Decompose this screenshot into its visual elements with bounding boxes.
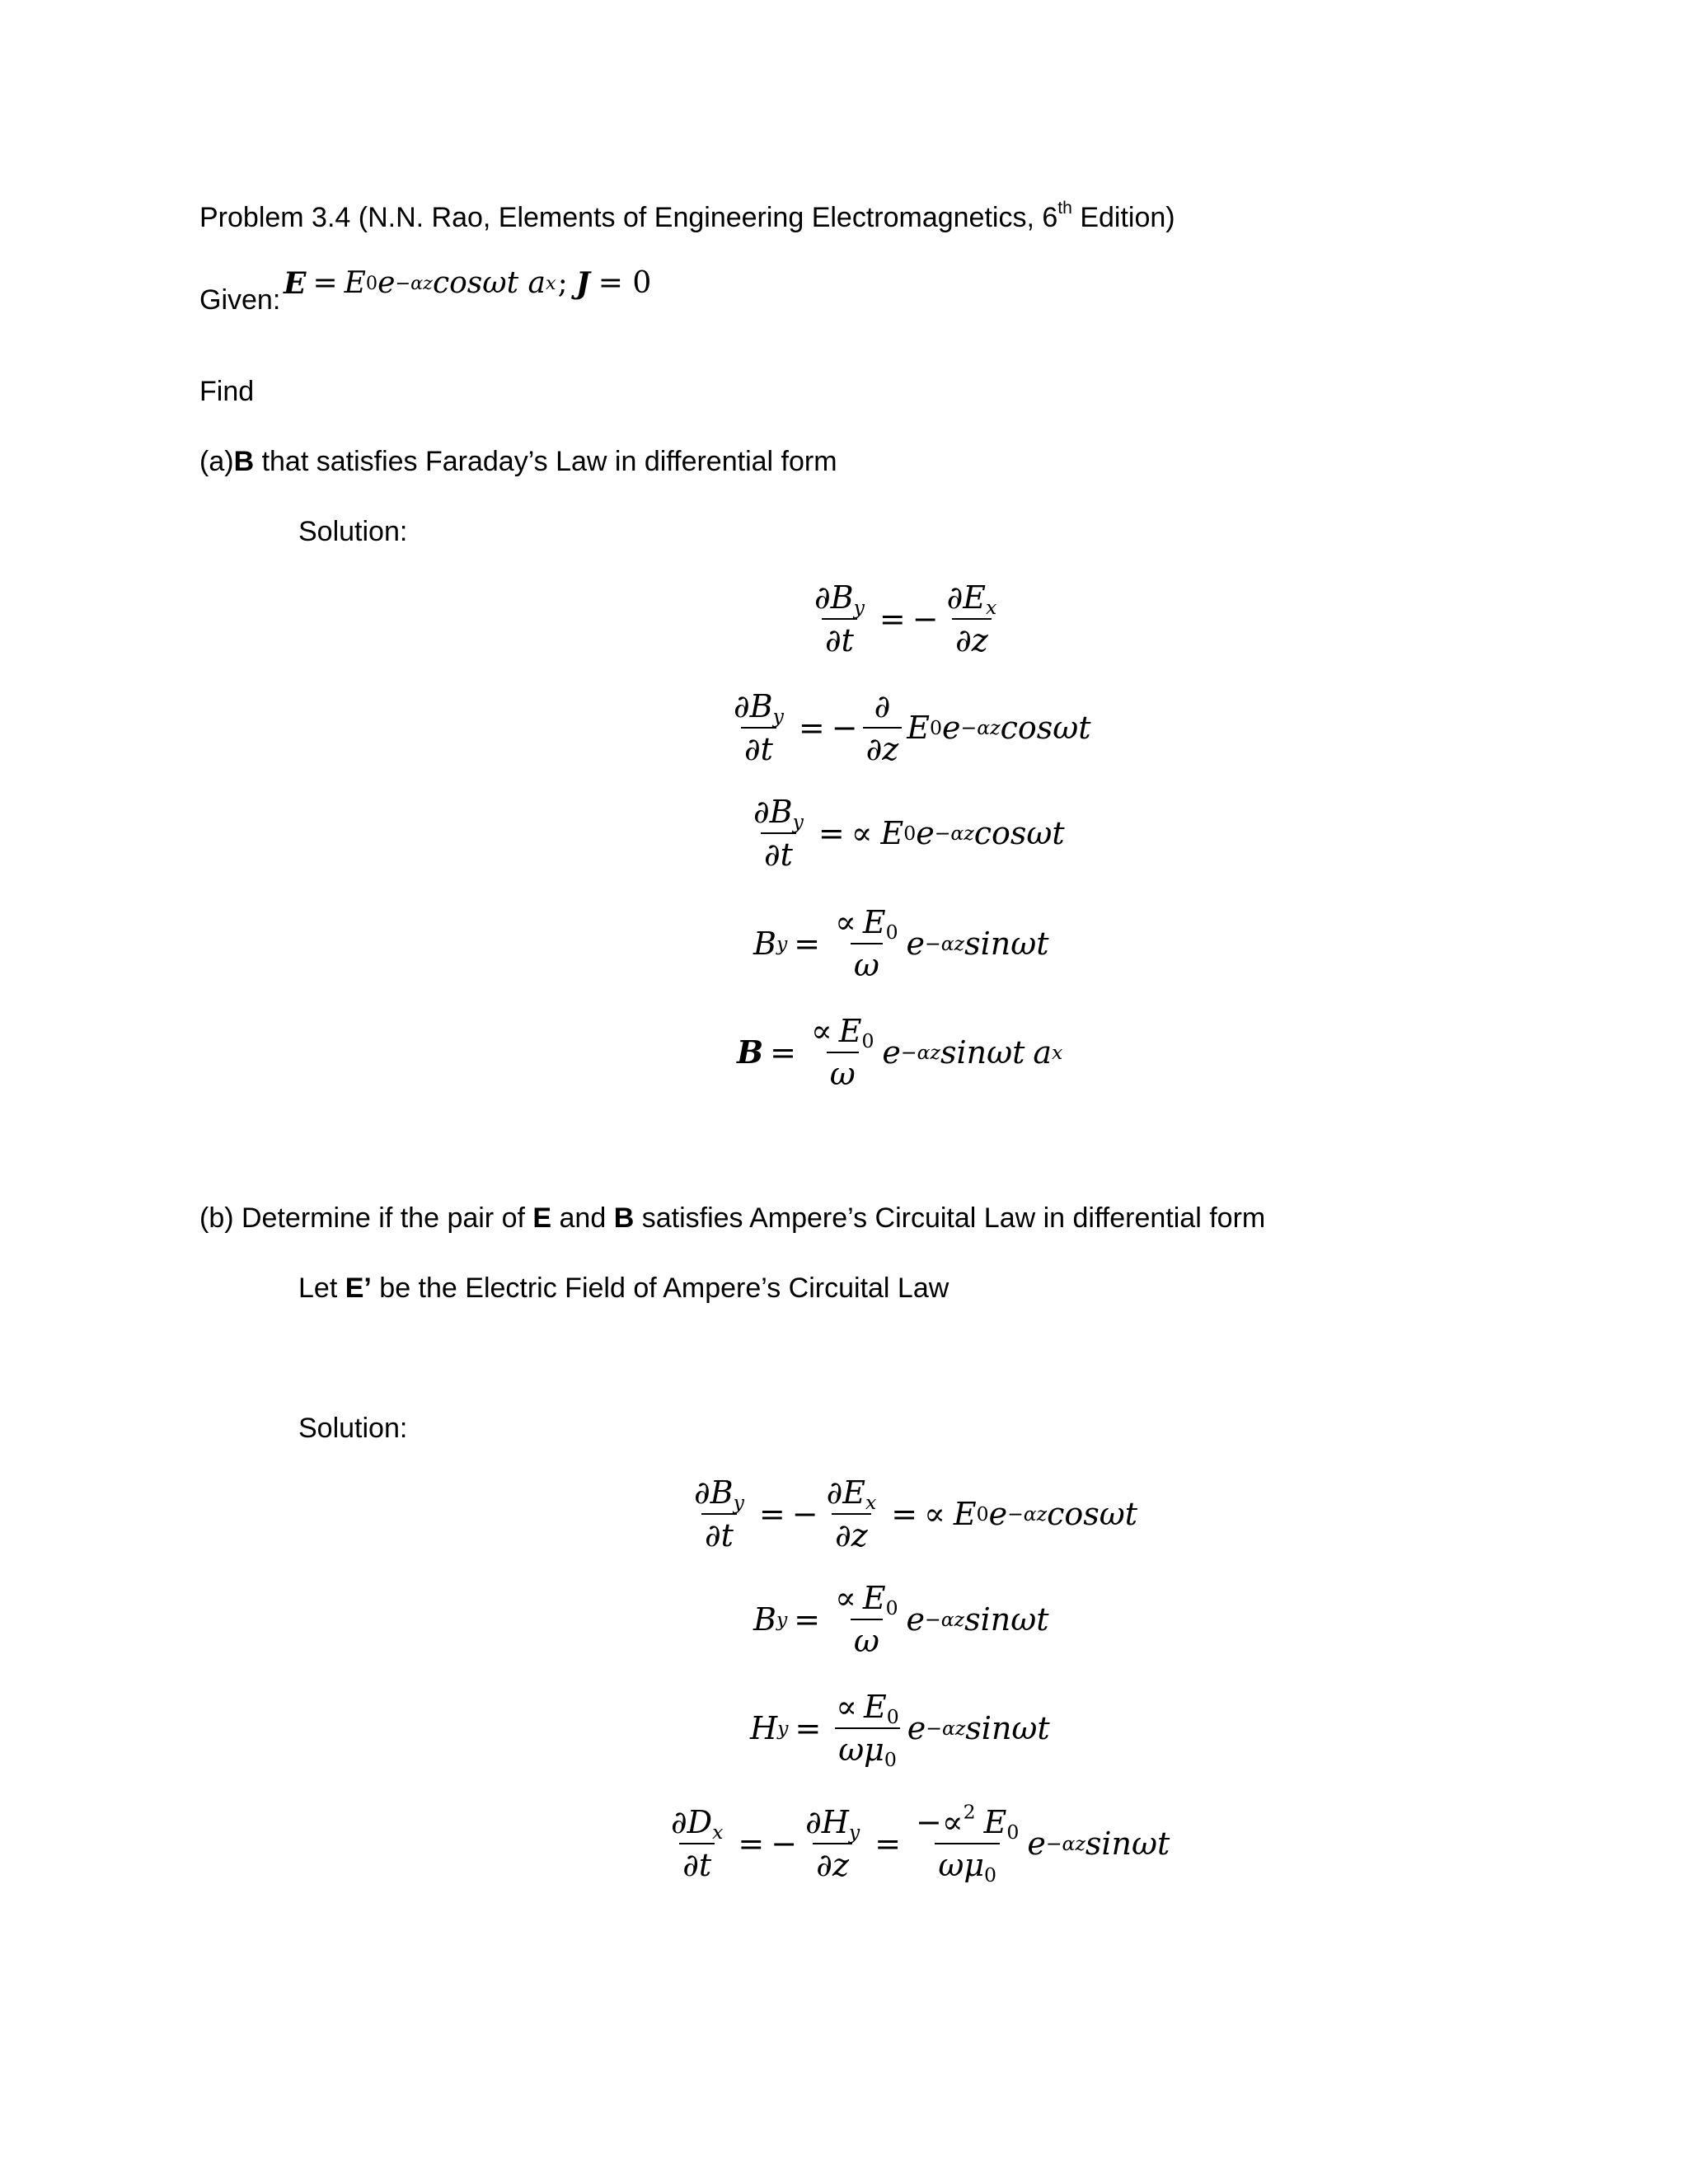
symbol-B: B [753, 926, 776, 962]
part-b-text-3: satisfies Ampere’s Circuital Law in differential form [634, 1202, 1266, 1234]
symbol-E0: E [953, 1496, 977, 1532]
equals-sign: = [738, 1825, 765, 1862]
symbol-B: B [749, 688, 773, 724]
symbol-omega: ω [853, 947, 879, 983]
symbol-E0: E [864, 1689, 887, 1725]
sin-term: sinωt [964, 926, 1049, 962]
subscript-zero: 0 [886, 1705, 899, 1729]
part-b-text-2: and [551, 1202, 614, 1234]
eq-a2: $\frac{\partial B_y}{\partial t}$ = − $\frac{\partial}{\partial z}$ E 0 e −αz cosωt [725, 691, 1090, 765]
given-cos: cosωt a [432, 266, 546, 300]
given-E: E [284, 266, 307, 301]
frac-d-dz [863, 688, 903, 767]
symbol-omega: ω [829, 1056, 856, 1092]
sin-term: sinωt [940, 1034, 1025, 1071]
partial-symbol: ∂ [805, 1804, 822, 1840]
symbol-B: B [710, 1474, 734, 1511]
frac-dBy-dt [811, 579, 868, 658]
symbol-E0: E [983, 1804, 1007, 1840]
partial-symbol: ∂ [814, 579, 831, 616]
part-b-text-1: (b) Determine if the pair of [199, 1202, 533, 1234]
symbol-E0: E [907, 710, 931, 746]
symbol-E0: E [862, 904, 886, 940]
proportional-sign: ∝ [924, 1496, 945, 1532]
frac-dDx-dt [668, 1804, 726, 1883]
symbol-e: e [906, 1601, 926, 1638]
equals-sign: = [818, 815, 845, 851]
proportional-sign: ∝ [836, 1689, 858, 1725]
given-E0: E [344, 266, 366, 300]
symbol-t: t [760, 731, 773, 767]
equals-sign: = [794, 1601, 821, 1638]
sin-term: sinωt [964, 1601, 1049, 1638]
given-label: Given: [199, 284, 281, 316]
proportional-sign: ∝ [835, 1580, 856, 1616]
given-sep: ; [557, 266, 568, 300]
sin-term: sinωt [965, 1710, 1050, 1746]
symbol-omega: ω [853, 1623, 879, 1659]
symbol-omega-mu: ωμ [838, 1732, 884, 1768]
subscript-y: y [848, 1821, 860, 1844]
frac-dBy-dt [730, 688, 787, 767]
frac-prop-E0-omega [808, 1015, 877, 1090]
partial-symbol: ∂ [734, 688, 750, 724]
subscript-zero: 0 [885, 1596, 898, 1620]
neg-proportional-sign: −∝ [916, 1804, 964, 1840]
symbol-omega-mu: ωμ [938, 1847, 985, 1883]
part-b-bold-E: E [532, 1202, 552, 1234]
let-bold-E-prime: E’ [345, 1272, 372, 1304]
eq-b4: $\frac{\partial D_x}{\partial t}$ = − $\frac{\partial H_y}{\partial z}$ = $\frac{-\propto^2 E_0}{\omega\mu_0}$ e −αz sinωt [663, 1807, 1170, 1881]
symbol-z: z [971, 622, 988, 658]
symbol-e: e [942, 710, 961, 746]
symbol-t: t [698, 1847, 712, 1883]
equals-sign: = [795, 1710, 822, 1746]
proportional-sign: ∝ [810, 1013, 832, 1049]
symbol-B: B [830, 579, 854, 616]
let-text-2: be the Electric Field of Ampere’s Circuital Law [371, 1272, 950, 1304]
symbol-e: e [882, 1034, 901, 1071]
subscript-zero: 0 [1006, 1821, 1020, 1844]
subscript-x: x [712, 1821, 724, 1844]
eq-b1: $\frac{\partial B_y}{\partial t}$ = − $\frac{\partial E_x}{\partial z}$ = ∝ E 0 e −αz cosωt [686, 1477, 1137, 1551]
superscript-two: 2 [963, 1800, 976, 1824]
frac-dEx-dz [944, 579, 1001, 658]
subscript-zero: 0 [861, 1029, 874, 1053]
eq-a5: B = $\frac{\propto E_0}{\omega}$ e −αz sinωt a x [737, 1013, 1063, 1092]
proportional-sign: ∝ [851, 815, 873, 851]
symbol-t: t [841, 622, 854, 658]
symbol-E: E [842, 1474, 865, 1511]
minus-sign: − [771, 1825, 798, 1862]
frac-dBy-dt [750, 794, 807, 873]
problem-header-prefix: Problem 3.4 (N.N. Rao, Elements of Engineering Electromagnetics, 6 [199, 202, 1058, 233]
subscript-x: x [865, 1491, 877, 1515]
partial-symbol: ∂ [816, 1847, 832, 1883]
given-J-eq: = 0 [598, 266, 652, 300]
equals-sign: = [794, 926, 821, 962]
equals-sign: = [874, 1825, 902, 1862]
symbol-E0: E [862, 1580, 886, 1616]
given-J: J [575, 266, 590, 301]
partial-symbol: ∂ [824, 622, 842, 658]
find-label: Find [199, 376, 255, 407]
partial-symbol: ∂ [826, 1474, 843, 1511]
partial-symbol: ∂ [955, 622, 972, 658]
cos-term: cosωt [1047, 1496, 1138, 1532]
symbol-e: e [906, 926, 926, 962]
partial-symbol: ∂ [671, 1804, 687, 1840]
partial-symbol: ∂ [946, 579, 964, 616]
symbol-z: z [832, 1847, 849, 1883]
equals-sign: = [798, 710, 825, 746]
subscript-zero: 0 [885, 921, 898, 944]
symbol-e: e [988, 1496, 1008, 1532]
eq-a4: B y = $\frac{\propto E_0}{\omega}$ e −αz sinωt [753, 904, 1049, 983]
part-b-heading [199, 1202, 1265, 1235]
given-e: e [377, 266, 396, 300]
partial-symbol: ∂ [682, 1847, 699, 1883]
minus-sign: − [912, 601, 939, 637]
part-a-bold: B [233, 446, 255, 477]
eq-a3: $\frac{\partial B_y}{\partial t}$ = ∝ E 0 e −αz cosωt [745, 796, 1065, 870]
part-a-rest: that satisfies Faraday’s Law in differential form [254, 446, 837, 477]
symbol-e: e [916, 815, 935, 851]
frac-dBy-dt [691, 1474, 748, 1554]
symbol-E0: E [838, 1013, 862, 1049]
symbol-z: z [882, 731, 899, 767]
partial-symbol: ∂ [694, 1474, 710, 1511]
partial-symbol: ∂ [753, 794, 770, 830]
given-equation: E = E 0 e −αz cosωt a x ; J = 0 [284, 266, 652, 301]
partial-symbol: ∂ [704, 1517, 721, 1554]
partial-symbol: ∂ [874, 688, 891, 724]
symbol-E: E [963, 579, 986, 616]
part-b-bold-B: B [613, 1202, 635, 1234]
equals-sign: = [770, 1034, 796, 1071]
symbol-t: t [720, 1517, 734, 1554]
proportional-sign: ∝ [835, 904, 856, 940]
frac-dHy-dz [802, 1804, 863, 1883]
frac-prop-E0-omega [832, 904, 901, 983]
solution-label-a: Solution: [298, 516, 408, 547]
symbol-D: D [687, 1804, 713, 1840]
eq-a1 [806, 579, 1005, 658]
equals-sign: = [879, 601, 906, 637]
symbol-B-bold: B [737, 1033, 764, 1071]
let-statement [298, 1272, 949, 1305]
problem-header [199, 201, 1175, 234]
eq-b3: H y = $\frac{\propto E_0}{\omega\mu_0}$ e −αz sinωt [750, 1689, 1050, 1772]
frac-dEx-dz [823, 1474, 880, 1554]
frac-prop-E0-omega-mu [832, 1689, 902, 1772]
subscript-zero: 0 [884, 1748, 897, 1772]
part-a-prefix: (a) [199, 446, 234, 477]
frac-neg-prop2-E0-omega-mu [912, 1800, 1022, 1887]
cos-term: cosωt [973, 815, 1065, 851]
let-text-1: Let [298, 1272, 345, 1304]
partial-symbol: ∂ [743, 731, 761, 767]
subscript-y: y [792, 810, 804, 834]
subscript-zero: 0 [984, 1863, 997, 1887]
given-eq: = [312, 266, 338, 300]
subscript-y: y [772, 705, 784, 729]
symbol-a: a [1033, 1034, 1053, 1071]
solution-label-b: Solution: [298, 1413, 408, 1444]
symbol-B: B [753, 1601, 776, 1638]
subscript-y: y [853, 596, 865, 620]
symbol-z: z [851, 1517, 868, 1554]
subscript-x: x [986, 596, 997, 620]
sin-term: sinωt [1085, 1825, 1170, 1862]
symbol-e: e [1027, 1825, 1046, 1862]
minus-sign: − [831, 710, 858, 746]
symbol-H: H [750, 1710, 778, 1746]
symbol-B: B [769, 794, 793, 830]
eq-b2: B y = $\frac{\propto E_0}{\omega}$ e −αz sinωt [753, 1580, 1049, 1659]
part-a-heading [199, 445, 837, 478]
equals-sign: = [891, 1496, 918, 1532]
partial-symbol: ∂ [763, 837, 781, 873]
symbol-t: t [780, 837, 793, 873]
symbol-e: e [907, 1710, 926, 1746]
symbol-H: H [821, 1804, 849, 1840]
equals-sign: = [758, 1496, 785, 1532]
subscript-y: y [733, 1491, 744, 1515]
frac-prop-E0-omega [832, 1582, 901, 1657]
minus-sign: − [791, 1496, 818, 1532]
partial-symbol: ∂ [835, 1517, 851, 1554]
symbol-E0: E [880, 815, 904, 851]
problem-header-sup: th [1057, 199, 1072, 218]
problem-header-suffix: Edition) [1071, 202, 1175, 233]
cos-term: cosωt [1000, 710, 1091, 746]
partial-symbol: ∂ [865, 731, 883, 767]
